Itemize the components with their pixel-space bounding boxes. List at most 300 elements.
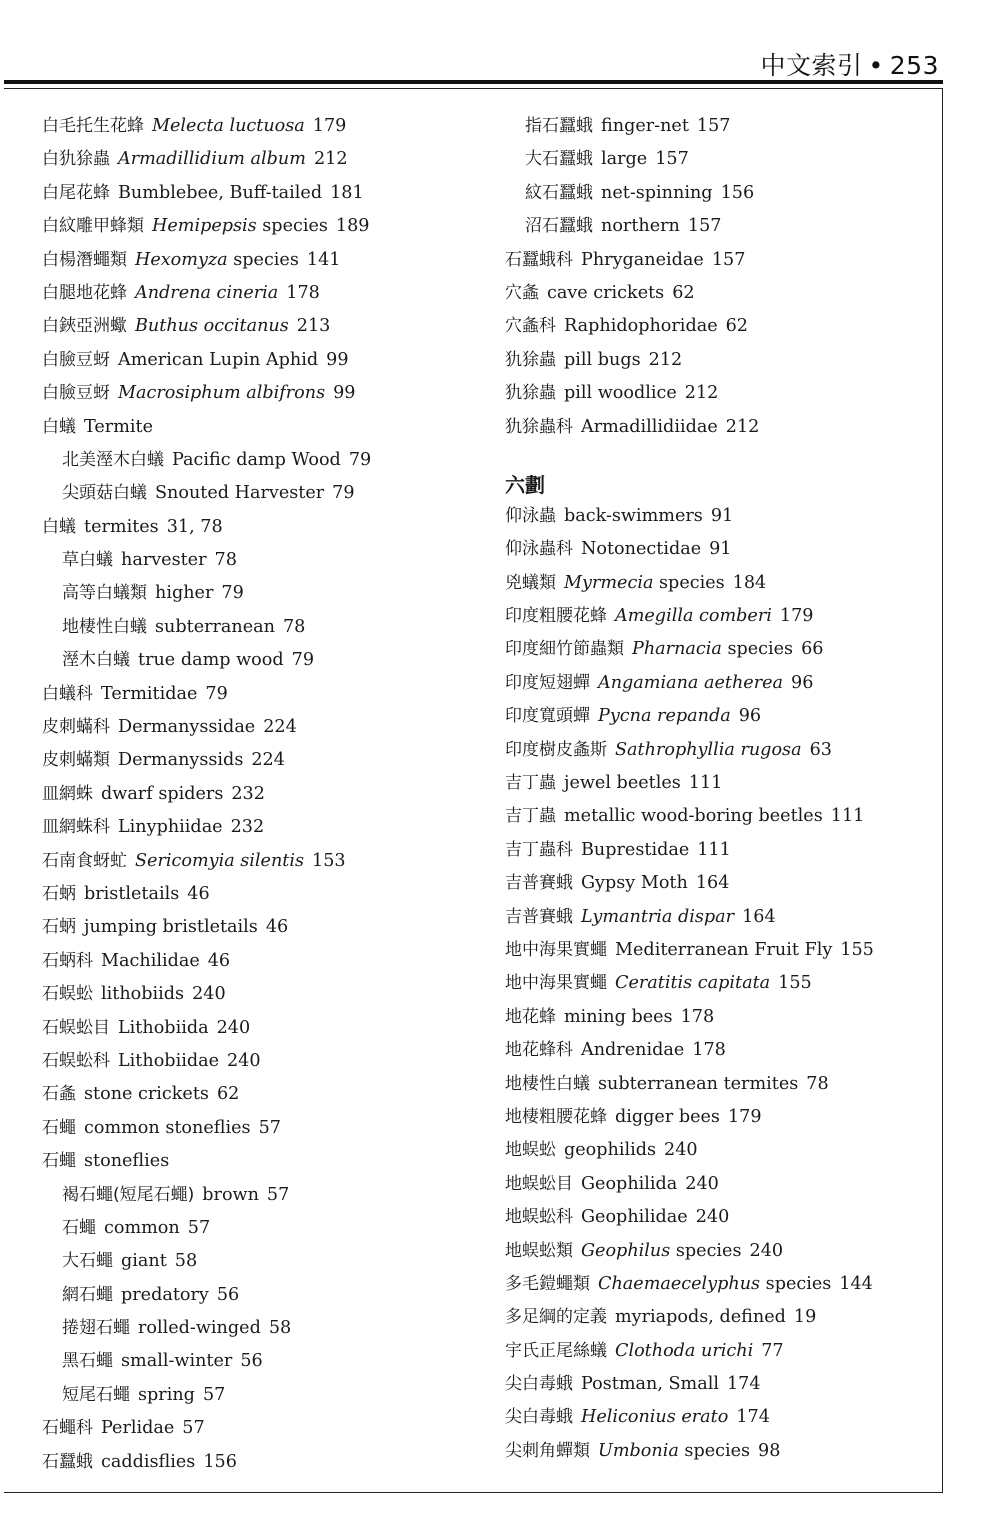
header-rule-thin bbox=[4, 88, 943, 89]
index-entry bbox=[505, 1435, 945, 1468]
entry-page-ref: 96 bbox=[791, 672, 814, 693]
entry-chinese-term: 印度寬頭蟬 bbox=[505, 706, 590, 727]
index-entry bbox=[42, 444, 482, 477]
entry-chinese-term: 大石蠶蛾 bbox=[525, 149, 593, 170]
entry-chinese-term: 犰狳蟲科 bbox=[505, 416, 573, 437]
entry-page-ref: 224 bbox=[263, 717, 297, 738]
entry-page-ref: 57 bbox=[258, 1117, 281, 1138]
entry-english-term: Armadillidiidae bbox=[581, 416, 718, 437]
entry-english-term: Geophilus bbox=[581, 1240, 671, 1261]
entry-page-ref: 189 bbox=[335, 216, 370, 237]
entry-page-ref: 79 bbox=[221, 583, 244, 604]
entry-page-ref: 19 bbox=[793, 1307, 817, 1328]
entry-chinese-term: 指石蠶蛾 bbox=[525, 116, 593, 136]
entry-english-term: Chaemaecelyphus bbox=[598, 1273, 761, 1294]
entry-chinese-term: 石蠅 bbox=[62, 1217, 96, 1238]
entry-chinese-term: 黑石蠅 bbox=[62, 1351, 113, 1372]
entry-chinese-term: 石南食蚜虻 bbox=[42, 850, 127, 871]
entry-chinese-term: 石蜈蚣目 bbox=[42, 1017, 110, 1038]
index-entry bbox=[505, 600, 945, 633]
index-entry bbox=[42, 978, 482, 1011]
index-entry bbox=[505, 310, 945, 343]
entry-english-term: Armadillidium album bbox=[118, 149, 306, 170]
entry-page-ref: 98 bbox=[758, 1440, 781, 1461]
index-entry bbox=[505, 1268, 945, 1301]
entry-page-ref: 99 bbox=[333, 383, 356, 404]
entry-page-ref: 212 bbox=[648, 349, 683, 370]
index-entry bbox=[42, 177, 482, 210]
index-column-left bbox=[42, 110, 482, 1479]
index-entry bbox=[42, 210, 482, 243]
entry-english-term: bristletails bbox=[84, 883, 180, 904]
entry-chinese-term: 溼木白蟻 bbox=[62, 650, 130, 671]
entry-english-term: Umbonia bbox=[598, 1440, 679, 1461]
entry-page-ref: 240 bbox=[226, 1050, 261, 1071]
entry-chinese-term: 尖刺角蟬類 bbox=[505, 1440, 590, 1461]
entry-english-term: Ceratitis capitata bbox=[615, 973, 771, 994]
entry-english-term: geophilids bbox=[564, 1140, 657, 1161]
entry-page-ref: 46 bbox=[187, 883, 210, 904]
index-entry bbox=[42, 945, 482, 978]
entry-page-ref: 91 bbox=[709, 539, 732, 560]
entry-english-term: Postman, Small bbox=[581, 1374, 719, 1395]
index-entry bbox=[505, 1068, 945, 1101]
index-entry bbox=[42, 310, 482, 343]
index-entry bbox=[505, 411, 945, 444]
entry-chinese-term: 地蜈蚣科 bbox=[505, 1207, 573, 1228]
entry-english-term: Melecta luctuosa bbox=[152, 116, 305, 136]
index-entry bbox=[42, 1345, 482, 1378]
entry-english-term: Angamiana aetherea bbox=[598, 672, 784, 693]
entry-chinese-term: 地棲性白蟻 bbox=[505, 1073, 590, 1094]
entry-page-ref: 181 bbox=[330, 182, 364, 203]
entry-page-ref: 174 bbox=[736, 1407, 770, 1428]
entry-page-ref: 57 bbox=[187, 1217, 211, 1238]
page-frame-bottom bbox=[4, 1492, 943, 1493]
entry-english-term: Clothoda urichi bbox=[615, 1340, 754, 1361]
entry-chinese-term: 白臉豆蚜 bbox=[42, 383, 110, 404]
index-entry bbox=[42, 1245, 482, 1278]
index-entry bbox=[505, 533, 945, 566]
entry-page-ref: 58 bbox=[268, 1318, 292, 1339]
entry-english-term: Heliconius erato bbox=[581, 1407, 729, 1428]
entry-chinese-term: 吉丁蟲 bbox=[505, 773, 556, 794]
entry-chinese-term: 沼石蠶蛾 bbox=[525, 216, 593, 237]
entry-english-term: Pycna repanda bbox=[598, 706, 731, 727]
entry-page-ref: 111 bbox=[697, 839, 731, 860]
index-column-right bbox=[505, 110, 945, 1468]
entry-chinese-term: 草白蟻 bbox=[62, 550, 113, 571]
entry-english-term: stoneflies bbox=[84, 1151, 170, 1172]
entry-english-term: large bbox=[601, 149, 648, 170]
entry-page-ref: 240 bbox=[749, 1240, 784, 1261]
entry-chinese-term: 地蜈蚣類 bbox=[505, 1240, 573, 1261]
index-entry bbox=[42, 744, 482, 777]
header-rule-thick bbox=[4, 80, 943, 84]
entry-chinese-term: 尖白毒蛾 bbox=[505, 1374, 573, 1395]
entry-page-ref: 156 bbox=[203, 1451, 237, 1472]
index-entry bbox=[42, 711, 482, 744]
entry-chinese-term: 捲翅石蠅 bbox=[62, 1318, 130, 1339]
entry-chinese-term: 印度細竹節蟲類 bbox=[505, 639, 624, 660]
entry-english-term: cave crickets bbox=[547, 282, 665, 303]
entry-english-term: Andrena cineria bbox=[135, 282, 279, 303]
index-entry bbox=[505, 867, 945, 900]
entry-page-ref: 157 bbox=[655, 149, 689, 170]
index-entry bbox=[505, 143, 945, 176]
entry-chinese-term: 短尾石蠅 bbox=[62, 1384, 130, 1405]
entry-english-term: Dermanyssidae bbox=[118, 717, 256, 738]
entry-chinese-term: 地棲粗腰花蜂 bbox=[505, 1106, 607, 1127]
entry-page-ref: 78 bbox=[806, 1073, 829, 1094]
index-entry bbox=[505, 500, 945, 533]
entry-page-ref: 213 bbox=[296, 316, 331, 337]
entry-page-ref: 46 bbox=[265, 917, 289, 938]
index-entry bbox=[42, 377, 482, 410]
entry-page-ref: 62 bbox=[216, 1084, 240, 1105]
index-entry bbox=[42, 544, 482, 577]
header-separator: • bbox=[868, 51, 884, 80]
entry-page-ref: 153 bbox=[312, 850, 346, 871]
index-entry bbox=[505, 1001, 945, 1034]
entry-english-term: Myrmecia bbox=[564, 572, 654, 593]
entry-chinese-term: 褐石蠅(短尾石蠅) bbox=[62, 1184, 195, 1205]
entry-chinese-term: 印度粗腰花蜂 bbox=[505, 606, 607, 627]
entry-page-ref: 224 bbox=[251, 750, 285, 771]
entry-page-ref: 157 bbox=[687, 216, 722, 237]
entry-english-term: Geophilida bbox=[581, 1173, 678, 1194]
header-title: 中文索引 bbox=[760, 51, 863, 80]
entry-page-ref: 156 bbox=[720, 182, 755, 203]
index-entry bbox=[42, 845, 482, 878]
entry-english-term: myriapods, defined bbox=[615, 1307, 786, 1328]
index-entry bbox=[505, 767, 945, 800]
entry-page-ref: 157 bbox=[696, 116, 731, 136]
entry-english-term: true damp wood bbox=[138, 650, 284, 671]
index-entry bbox=[42, 1179, 482, 1212]
entry-page-ref: 78 bbox=[282, 616, 306, 637]
entry-english-term: Buthus occitanus bbox=[135, 316, 289, 337]
entry-chinese-term: 地花蜂科 bbox=[505, 1040, 573, 1061]
entry-chinese-term: 石蠅 bbox=[42, 1117, 76, 1138]
entry-chinese-term: 皿網蛛科 bbox=[42, 817, 110, 838]
entry-page-ref: 111 bbox=[688, 773, 723, 794]
entry-english-term: Pacific damp Wood bbox=[172, 449, 341, 470]
index-entry bbox=[42, 1145, 482, 1178]
entry-chinese-term: 地蜈蚣 bbox=[505, 1140, 556, 1161]
entry-page-ref: 96 bbox=[738, 706, 762, 727]
entry-english-term: higher bbox=[155, 583, 214, 604]
entry-english-term: dwarf spiders bbox=[101, 783, 224, 804]
entry-page-ref: 141 bbox=[306, 249, 341, 270]
entry-english-suffix: species bbox=[684, 1440, 751, 1461]
index-entry bbox=[42, 143, 482, 176]
entry-english-term: Notonectidae bbox=[581, 539, 702, 560]
running-header bbox=[761, 46, 939, 82]
entry-english-term: pill bugs bbox=[564, 349, 641, 370]
entry-chinese-term: 石蠅 bbox=[42, 1151, 76, 1172]
entry-english-suffix: species bbox=[262, 216, 328, 237]
entry-chinese-term: 地中海果實蠅 bbox=[505, 973, 607, 994]
entry-english-term: Sericomyia silentis bbox=[135, 850, 305, 871]
index-entry bbox=[505, 901, 945, 934]
entry-english-term: Hemipepsis bbox=[152, 216, 257, 237]
index-entry bbox=[42, 611, 482, 644]
entry-page-ref: 66 bbox=[801, 639, 824, 660]
index-entry bbox=[42, 778, 482, 811]
entry-chinese-term: 大石蠅 bbox=[62, 1251, 113, 1272]
entry-page-ref: 56 bbox=[216, 1284, 240, 1305]
entry-page-ref: 46 bbox=[207, 950, 231, 971]
entry-chinese-term: 吉普賽蛾 bbox=[505, 873, 573, 894]
index-entry bbox=[505, 1101, 945, 1134]
entry-english-term: Phryganeidae bbox=[581, 249, 704, 270]
entry-page-ref: 79 bbox=[348, 449, 372, 470]
index-entry bbox=[505, 700, 945, 733]
entry-english-term: Termitidae bbox=[101, 683, 198, 704]
section-heading: 六劃 bbox=[505, 472, 545, 497]
index-entry bbox=[505, 344, 945, 377]
entry-english-term: American Lupin Aphid bbox=[118, 349, 319, 370]
entry-chinese-term: 白蟻 bbox=[42, 516, 76, 537]
entry-chinese-term: 地中海果實蠅 bbox=[505, 939, 607, 960]
entry-page-ref: 56 bbox=[240, 1351, 263, 1372]
entry-page-ref: 212 bbox=[313, 149, 348, 170]
entry-page-ref: 111 bbox=[830, 806, 865, 827]
index-entry bbox=[505, 1368, 945, 1401]
entry-english-term: Perlidae bbox=[101, 1418, 175, 1439]
entry-page-ref: 164 bbox=[695, 873, 730, 894]
entry-english-term: stone crickets bbox=[84, 1084, 209, 1105]
entry-english-term: Snouted Harvester bbox=[155, 483, 325, 504]
index-entry bbox=[505, 667, 945, 700]
entry-chinese-term: 地棲性白蟻 bbox=[62, 616, 147, 637]
entry-chinese-term: 白腿地花蜂 bbox=[42, 282, 127, 303]
entry-chinese-term: 尖頭菇白蟻 bbox=[62, 483, 147, 504]
index-entry bbox=[505, 633, 945, 666]
entry-english-term: Dermanyssids bbox=[118, 750, 244, 771]
entry-english-suffix: species bbox=[727, 639, 794, 660]
index-entry bbox=[42, 811, 482, 844]
entry-english-term: Raphidophoridae bbox=[564, 316, 718, 337]
entry-chinese-term: 地蜈蚣目 bbox=[505, 1173, 573, 1194]
entry-chinese-term: 吉普賽蛾 bbox=[505, 906, 573, 927]
entry-page-ref: 62 bbox=[672, 282, 695, 303]
page-number: 253 bbox=[889, 51, 939, 80]
entry-chinese-term: 白鋏亞洲蠍 bbox=[42, 316, 127, 337]
entry-page-ref: 212 bbox=[725, 416, 760, 437]
index-entry bbox=[42, 1012, 482, 1045]
entry-english-term: spring bbox=[138, 1384, 195, 1405]
entry-english-term: termites bbox=[84, 516, 159, 537]
entry-chinese-term: 穴螽科 bbox=[505, 316, 556, 337]
entry-english-suffix: species bbox=[765, 1273, 832, 1294]
index-entry bbox=[505, 110, 945, 143]
entry-page-ref: 178 bbox=[680, 1006, 715, 1027]
entry-page-ref: 63 bbox=[809, 739, 832, 760]
entry-page-ref: 58 bbox=[174, 1251, 198, 1272]
entry-english-term: small-winter bbox=[121, 1351, 233, 1372]
entry-english-term: Bumblebee, Buff-tailed bbox=[118, 182, 323, 203]
entry-english-term: Linyphiidae bbox=[118, 817, 223, 838]
entry-chinese-term: 印度短翅蟬 bbox=[505, 672, 590, 693]
index-entry bbox=[42, 277, 482, 310]
entry-chinese-term: 犰狳蟲 bbox=[505, 349, 556, 370]
index-entry bbox=[505, 567, 945, 600]
entry-english-term: lithobiids bbox=[101, 984, 185, 1005]
index-entry bbox=[505, 834, 945, 867]
entry-chinese-term: 石蜈蚣科 bbox=[42, 1050, 110, 1071]
entry-english-term: Andrenidae bbox=[581, 1040, 685, 1061]
entry-page-ref: 79 bbox=[291, 650, 315, 671]
index-entry bbox=[42, 110, 482, 143]
entry-english-term: jewel beetles bbox=[564, 773, 681, 794]
index-entry bbox=[42, 1412, 482, 1445]
entry-english-term: Buprestidae bbox=[581, 839, 690, 860]
entry-page-ref: 57 bbox=[202, 1384, 226, 1405]
entry-page-ref: 31, 78 bbox=[166, 516, 223, 537]
index-entry bbox=[42, 1279, 482, 1312]
entry-chinese-term: 紋石蠶蛾 bbox=[525, 182, 593, 203]
entry-page-ref: 184 bbox=[732, 572, 767, 593]
entry-english-term: subterranean termites bbox=[598, 1073, 799, 1094]
index-entry bbox=[505, 1134, 945, 1167]
entry-english-term: subterranean bbox=[155, 616, 275, 637]
index-entry bbox=[505, 1401, 945, 1434]
entry-chinese-term: 白臉豆蚜 bbox=[42, 349, 110, 370]
entry-chinese-term: 白蟻 bbox=[42, 416, 76, 437]
index-entry bbox=[42, 1045, 482, 1078]
entry-page-ref: 179 bbox=[727, 1106, 762, 1127]
entry-page-ref: 232 bbox=[231, 783, 265, 804]
index-entry bbox=[505, 244, 945, 277]
entry-chinese-term: 石蠶蛾 bbox=[42, 1451, 93, 1472]
entry-chinese-term: 石蠶蛾科 bbox=[505, 249, 573, 270]
entry-page-ref: 179 bbox=[779, 606, 814, 627]
index-entry bbox=[42, 678, 482, 711]
entry-chinese-term: 犰狳蟲 bbox=[505, 383, 556, 404]
entry-chinese-term: 網石蠅 bbox=[62, 1284, 113, 1305]
index-entry bbox=[505, 210, 945, 243]
entry-page-ref: 62 bbox=[725, 316, 748, 337]
index-entry bbox=[42, 1379, 482, 1412]
index-entry bbox=[505, 734, 945, 767]
index-entry bbox=[42, 878, 482, 911]
entry-page-ref: 164 bbox=[742, 906, 776, 927]
entry-chinese-term: 白毛托生花蜂 bbox=[42, 116, 144, 136]
entry-english-term: common bbox=[104, 1217, 180, 1238]
entry-chinese-term: 地花蜂 bbox=[505, 1006, 556, 1027]
index-entry bbox=[42, 1446, 482, 1479]
entry-page-ref: 144 bbox=[839, 1273, 873, 1294]
entry-english-term: rolled-winged bbox=[138, 1318, 261, 1339]
entry-page-ref: 57 bbox=[182, 1418, 205, 1439]
index-entry bbox=[505, 377, 945, 410]
entry-english-term: brown bbox=[202, 1184, 259, 1205]
entry-chinese-term: 石螽 bbox=[42, 1084, 76, 1105]
entry-page-ref: 178 bbox=[286, 282, 320, 303]
entry-chinese-term: 白楊潛蠅類 bbox=[42, 249, 127, 270]
entry-english-term: Lithobiidae bbox=[118, 1050, 219, 1071]
entry-page-ref: 157 bbox=[711, 249, 746, 270]
entry-chinese-term: 印度樹皮螽斯 bbox=[505, 739, 607, 760]
entry-chinese-term: 皮刺蟎類 bbox=[42, 750, 110, 771]
entry-english-term: Machilidae bbox=[101, 950, 200, 971]
entry-page-ref: 155 bbox=[778, 973, 812, 994]
entry-english-term: northern bbox=[601, 216, 680, 237]
entry-english-term: Geophilidae bbox=[581, 1207, 688, 1228]
index-entry bbox=[42, 511, 482, 544]
entry-english-term: harvester bbox=[121, 550, 207, 571]
entry-english-term: finger-net bbox=[601, 116, 689, 136]
entry-page-ref: 99 bbox=[326, 349, 349, 370]
entry-page-ref: 232 bbox=[230, 817, 265, 838]
entry-page-ref: 78 bbox=[214, 550, 237, 571]
index-entry bbox=[505, 1235, 945, 1268]
entry-page-ref: 57 bbox=[266, 1184, 290, 1205]
entry-chinese-term: 尖白毒蛾 bbox=[505, 1407, 573, 1428]
entry-chinese-term: 穴螽 bbox=[505, 282, 539, 303]
index-entry bbox=[42, 911, 482, 944]
index-entry bbox=[505, 934, 945, 967]
entry-page-ref: 91 bbox=[710, 505, 734, 526]
entry-chinese-term: 石蛃 bbox=[42, 917, 76, 938]
entry-chinese-term: 白尾花蜂 bbox=[42, 182, 110, 203]
entry-english-term: Sathrophyllia rugosa bbox=[615, 739, 802, 760]
entry-chinese-term: 吉丁蟲科 bbox=[505, 839, 573, 860]
index-entry bbox=[42, 1212, 482, 1245]
entry-chinese-term: 白紋雕甲蜂類 bbox=[42, 216, 144, 237]
entry-page-ref: 77 bbox=[761, 1340, 784, 1361]
entry-english-term: Hexomyza bbox=[135, 249, 228, 270]
index-entry bbox=[42, 344, 482, 377]
entry-page-ref: 212 bbox=[684, 383, 719, 404]
entry-english-term: Mediterranean Fruit Fly bbox=[615, 939, 833, 960]
entry-chinese-term: 仰泳蟲 bbox=[505, 505, 556, 526]
entry-english-term: Lymantria dispar bbox=[581, 906, 735, 927]
entry-english-term: Macrosiphum albifrons bbox=[118, 383, 326, 404]
index-entry bbox=[42, 1112, 482, 1145]
index-entry bbox=[42, 577, 482, 610]
entry-page-ref: 155 bbox=[840, 939, 874, 960]
entry-page-ref: 178 bbox=[692, 1040, 726, 1061]
entry-english-term: digger bees bbox=[615, 1106, 720, 1127]
index-entry bbox=[505, 277, 945, 310]
entry-page-ref: 240 bbox=[192, 984, 226, 1005]
entry-page-ref: 240 bbox=[685, 1173, 719, 1194]
entry-page-ref: 240 bbox=[664, 1140, 698, 1161]
entry-chinese-term: 石蠅科 bbox=[42, 1418, 93, 1439]
entry-chinese-term: 多毛鎧蠅類 bbox=[505, 1273, 590, 1294]
entry-page-ref: 240 bbox=[216, 1017, 251, 1038]
index-entry bbox=[42, 1078, 482, 1111]
entry-chinese-term: 仰泳蟲科 bbox=[505, 539, 573, 560]
entry-chinese-term: 宇氏正尾絲蟻 bbox=[505, 1340, 607, 1361]
index-entry bbox=[505, 1335, 945, 1368]
index-entry bbox=[505, 1034, 945, 1067]
entry-chinese-term: 高等白蟻類 bbox=[62, 583, 147, 604]
entry-page-ref: 174 bbox=[726, 1374, 761, 1395]
index-entry bbox=[42, 1312, 482, 1345]
entry-english-term: back-swimmers bbox=[564, 505, 703, 526]
index-entry bbox=[505, 1168, 945, 1201]
entry-chinese-term: 石蜈蚣 bbox=[42, 984, 93, 1005]
entry-english-term: metallic wood-boring beetles bbox=[564, 806, 823, 827]
entry-page-ref: 79 bbox=[205, 683, 228, 704]
index-entry bbox=[505, 1201, 945, 1234]
entry-english-term: pill woodlice bbox=[564, 383, 677, 404]
entry-english-term: mining bees bbox=[564, 1006, 673, 1027]
